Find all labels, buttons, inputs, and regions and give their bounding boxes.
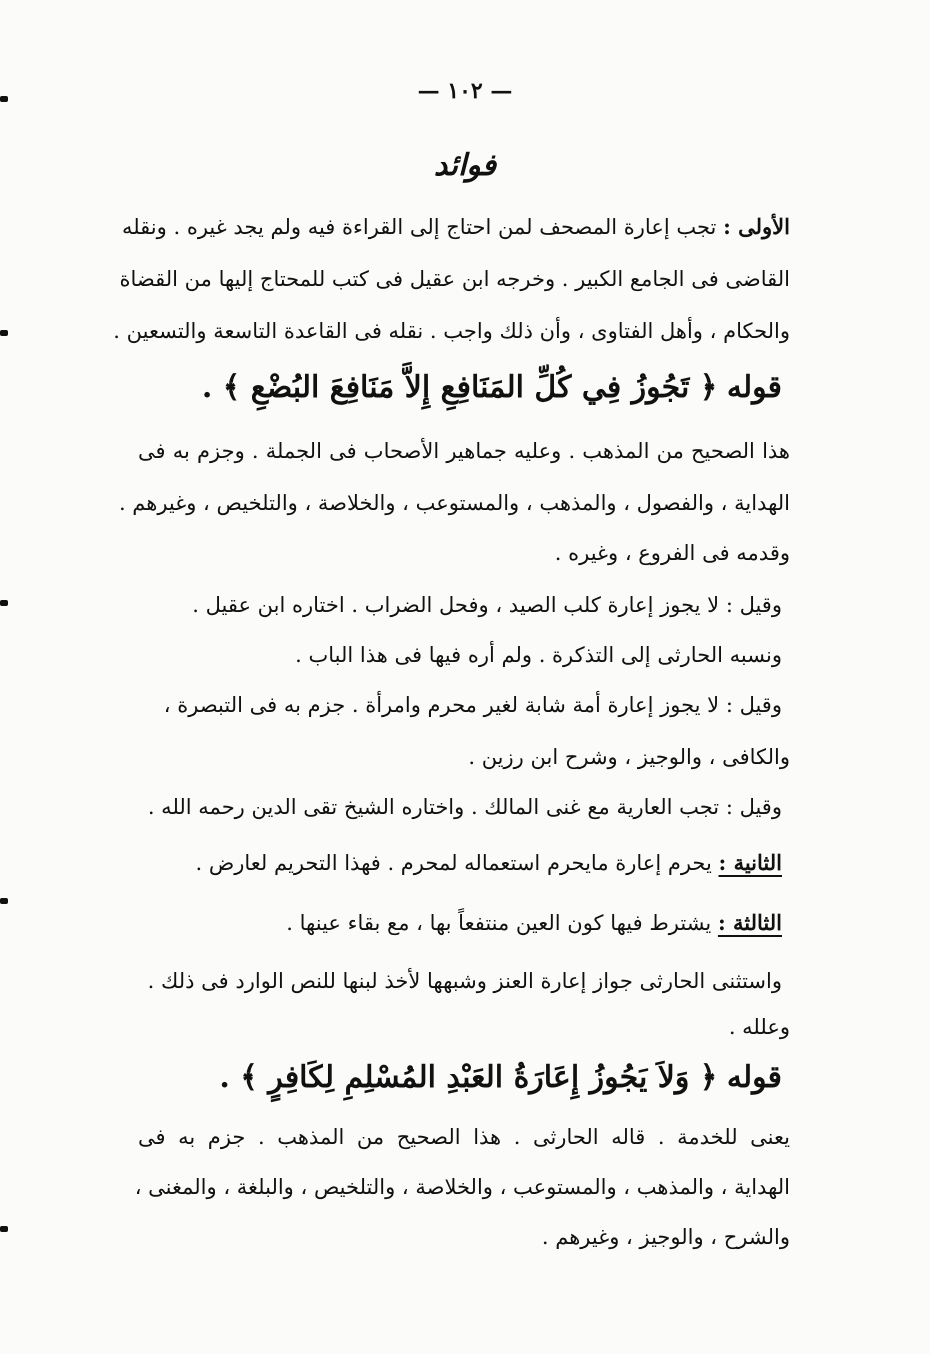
text-line: القاضى فى الجامع الكبير . وخرجه ابن عقيل فى كتب للمحتاج إليها من القضاة [119,267,790,291]
text-line [196,848,782,878]
margin-mark [0,600,8,606]
quote-verse: ﴿ تَجُوزُ فِي كُلِّ المَنَافِعِ إِلاَّ مَنَافِعَ البُضْعِ ﴾ . [201,370,718,405]
point-label: الأولى : [723,214,790,239]
text-line: والكافى ، والوجيز ، وشرح ابن رزين . [468,745,790,769]
line-text: تجب إعارة المصحف لمن احتاج إلى القراءة فيه ولم يجد غيره . ونقله [121,215,717,239]
quote-verse: ﴿ وَلاَ يَجُوزُ إِعَارَةُ العَبْدِ المُسْلِمِ لِكَافِرٍ ﴾ . [219,1060,718,1095]
page-number: — ١٠٢ — [417,78,513,104]
text-line: والحكام ، وأهل الفتاوى ، وأن ذلك واجب . نقله فى القاعدة التاسعة والتسعين . [113,319,790,343]
point-label: الثانية : [718,850,782,875]
text-line: الهداية ، والفصول ، والمذهب ، والمستوعب ، والخلاصة ، والتلخيص ، وغيرهم . [118,491,790,515]
text-line: ونسبه الحارثى إلى التذكرة . ولم أره فيها فى هذا الباب . [295,643,782,667]
text-line: واستثنى الحارثى جواز إعارة العنز وشبهها لأخذ لبنها للنص الوارد فى ذلك . [147,969,782,993]
line-text: يشترط فيها كون العين منتفعاً بها ، مع بقاء عينها . [286,911,712,935]
quote-lead: قوله [726,370,782,405]
text-line: هذا الصحيح من المذهب . وعليه جماهير الأصحاب فى الجملة . وجزم به فى [138,439,790,463]
text-line: يعنى للخدمة . قاله الحارثى . هذا الصحيح من المذهب . جزم به فى [138,1125,790,1149]
text-line: الهداية ، والمذهب ، والمستوعب ، والخلاصة ، والتلخيص ، والبلغة ، والمغنى ، [134,1175,790,1199]
text-line [286,908,782,938]
quoted-text [202,368,782,408]
text-line: والشرح ، والوجيز ، وغيرهم . [541,1225,790,1249]
text-line: وقدمه فى الفروع ، وغيره . [554,541,790,565]
margin-mark [0,1226,8,1232]
text-line: وقيل : لا يجوز إعارة أمة شابة لغير محرم وامرأة . جزم به فى التبصرة ، [163,693,782,717]
section-title: فوائد [433,148,497,183]
text-line: وقيل : تجب العارية مع غنى المالك . واختاره الشيخ تقى الدين رحمه الله . [147,795,782,819]
quoted-text [219,1058,782,1098]
text-line: وقيل : لا يجوز إعارة كلب الصيد ، وفحل الضراب . اختاره ابن عقيل . [192,593,782,617]
point-label: الثالثة : [717,910,782,935]
text-line [121,212,790,242]
margin-mark [0,330,8,336]
line-text: يحرم إعارة مايحرم استعماله لمحرم . فهذا التحريم لعارض . [195,851,712,875]
margin-mark [0,898,8,904]
quote-lead: قوله [726,1060,782,1095]
text-line: وعلله . [728,1015,790,1039]
